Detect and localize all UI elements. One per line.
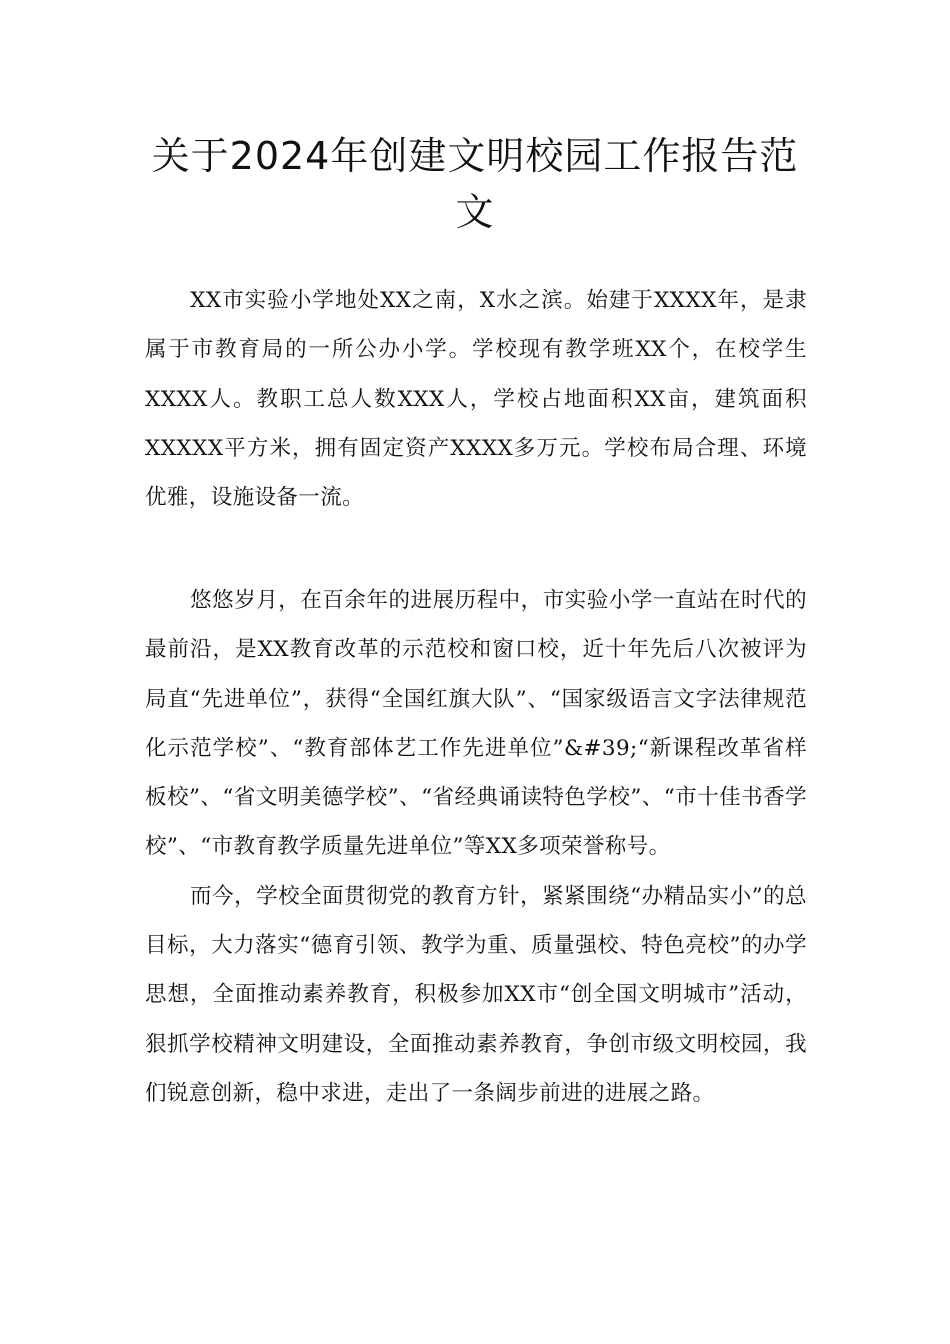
- paragraph-school-honors: 悠悠岁月，在百余年的进展历程中，市实验小学一直站在时代的最前沿，是XX教育改革的示范校和窗口校，近十年先后八次被评为局直“先进单位”，获得“全国红旗大队”、“国家级语言文字法律规范化示范学校”、“教育部体艺工作先进单位”&#39;“新课程改革省样板校”、“省文明美德学校”、“省经典诵读特色学校”、“市十佳书香学校”、“市教育教学质量先进单位”等XX多项荣誉称号。: [145, 588, 807, 860]
- document-body-section-1: [145, 276, 807, 522]
- paragraph-school-goals: 而今，学校全面贯彻党的教育方针，紧紧围绕“办精品实小”的总目标，大力落实“德育引领、教学为重、质量强校、特色亮校”的办学思想，全面推动素养教育，积极参加XX市“创全国文明城市”活动，狠抓学校精神文明建设，全面推动素养教育，争创市级文明校园，我们锐意创新，稳中求进，走出了一条阔步前进的进展之路。: [145, 883, 807, 1106]
- paragraph-school-overview: XX市实验小学地处XX之南，X水之滨。始建于XXXX年，是隶属于市教育局的一所公办小学。学校现有教学班XX个，在校学生XXXX人。教职工总人数XXX人，学校占地面积XX亩，建筑面积XXXXX平方米，拥有固定资产XXXX多万元。学校布局合理、环境优雅，设施设备一流。: [145, 288, 807, 511]
- document-body-section-2: [145, 576, 807, 1118]
- document-title: 关于2024年创建文明校园工作报告范文: [151, 134, 799, 234]
